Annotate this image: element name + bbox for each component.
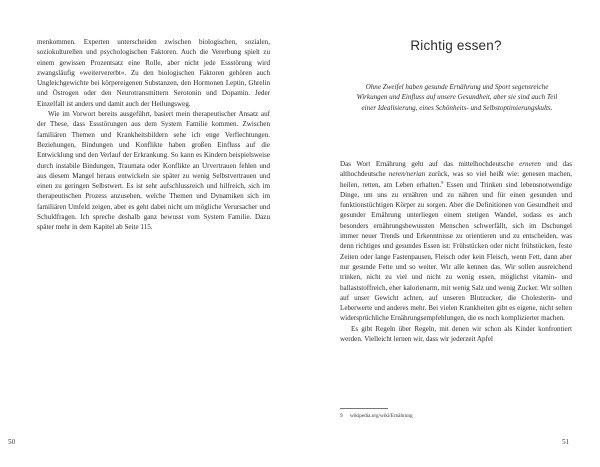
footnote-marker[interactable]: 9 xyxy=(441,179,444,185)
epigraph: Ohne Zweifel haben gesunde Ernährung und Sport segensreiche Wirkungen und Einfluss auf unsere Gesundheit, aber sie sind auch Teil einer Idealisierung, eines Schönheits- und Selbstoptimierungskults. xyxy=(356,83,558,112)
p1-text-b: und das althochdeutsche xyxy=(340,160,572,179)
right-paragraph-1 xyxy=(340,159,572,324)
p1-text-c: zurück, was so viel heißt wie: genesen machen, heilen, retten, am Leben erhalten. xyxy=(340,170,572,189)
p1-text-a: Das Wort Ernährung geht auf das mittelhochdeutsche xyxy=(340,160,520,168)
right-paragraph-2: Es gibt Regeln über Regeln, mit denen wir schon als Kinder konfrontiert werden. Vielleicht lernen wir, dass wir jederzeit Apfel xyxy=(340,324,572,344)
left-body-text xyxy=(37,37,270,233)
right-body-text xyxy=(340,159,572,344)
footnote-link[interactable]: wikipedia.org/wiki/Ernährung xyxy=(350,413,413,419)
left-paragraph-1: menkommen. Experten unterscheiden zwischen biologischen, sozialen, soziokulturellen und psychologischen Faktoren. Auch die Vererbung spielt zu einem gewissen Prozentsatz eine Rolle, aber nicht jede Essstörung wird zwangsläufig »weitervererbt«. Zu den biologischen Faktoren gehören auch Ungleichgewichte bei körpereigenen Substanzen, den Hormonen Leptin, Ghrelin und Östrogen oder den Neurotransmittern Serotonin und Dopamin. Jeder Einzelfall ist anders und damit auch der Heilungsweg. xyxy=(37,38,270,108)
page-number-left: 50 xyxy=(8,438,16,446)
p1-italic-erneren: erneren xyxy=(519,160,541,168)
left-paragraph-2: Wie im Vorwort bereits ausgeführt, basiert mein therapeutischer Ansatz auf der These, dass Essstörungen aus dem System Familie kommen. Zwischen familiären Themen und Krankheitsbildern sehe ich enge Verflechtungen. Beziehungen, Bindungen und Konflikte haben großen Einfluss auf die Entwicklung und den Verlauf der Erkrankung. So kann es Kindern beispielsweise durch instabile Bindungen, Traumata oder Konflikte an Urvertrauen fehlen und aus diesem Mangel heraus entwickeln sie später zu wenig Selbstvertrauen und einen zu geringen Selbstwert. Es ist sehr aufschlussreich und hilfreich, sich im therapeutischen Prozess anzusehen, welche Themen und Dynamiken sich im familiären Umfeld zeigen, aber es geht dabei nicht um mögliche Verursacher und Schuldfragen. Ich spreche deshalb ganz bewusst vom System Familie. Dazu später mehr in dem Kapitel ab Seite 115. xyxy=(37,110,270,232)
footnote-number: 9 xyxy=(340,413,343,419)
page-number-right: 51 xyxy=(562,438,570,446)
p1-text-d: Essen und Trinken sind lebensnotwendige Dinge, um uns zu ernähren und zu nähren und für einen gesunden und funktionstüchtigen Körper zu sorgen. Aber die Definitionen von Gesundheit und gesunder Ernährung unterliegen einem stetigen Wandel, sodass es auch besonders ernährungsbewussten Menschen schwerfällt, sich im Dschungel immer neuer Trends und Erkenntnisse zu orientieren und zu entscheiden, was denn richtiges und gesundes Essen ist: Frühstücken oder nicht frühstücken, feste Zeiten oder lange Fastenpausen, Fleisch oder kein Fleisch, wenn Fett, dann aber nur gesunde Fette und so weiter. Wir alle kennen das. Wir sollen ausreichend trinken, nicht zu viel und nicht zu wenig essen, möglichst vitamin- und ballaststoffreich, eher kalorienarm, mit wenig Salz und wenig Zucker. Wir sollten auf unser Gewicht achten, auf unseren Blutzucker, die Cholesterin- und Leberwerte und anderes mehr. Bei vielen Krankheiten gibt es eigene, nicht selten widersprüchliche Ernährungsempfehlungen, die es noch komplizierter machen. xyxy=(340,180,572,323)
footnote-divider xyxy=(340,408,388,409)
p1-italic-neren: neren/nerian xyxy=(388,170,426,179)
footnote xyxy=(340,413,413,420)
chapter-title: Richtig essen? xyxy=(410,38,502,53)
